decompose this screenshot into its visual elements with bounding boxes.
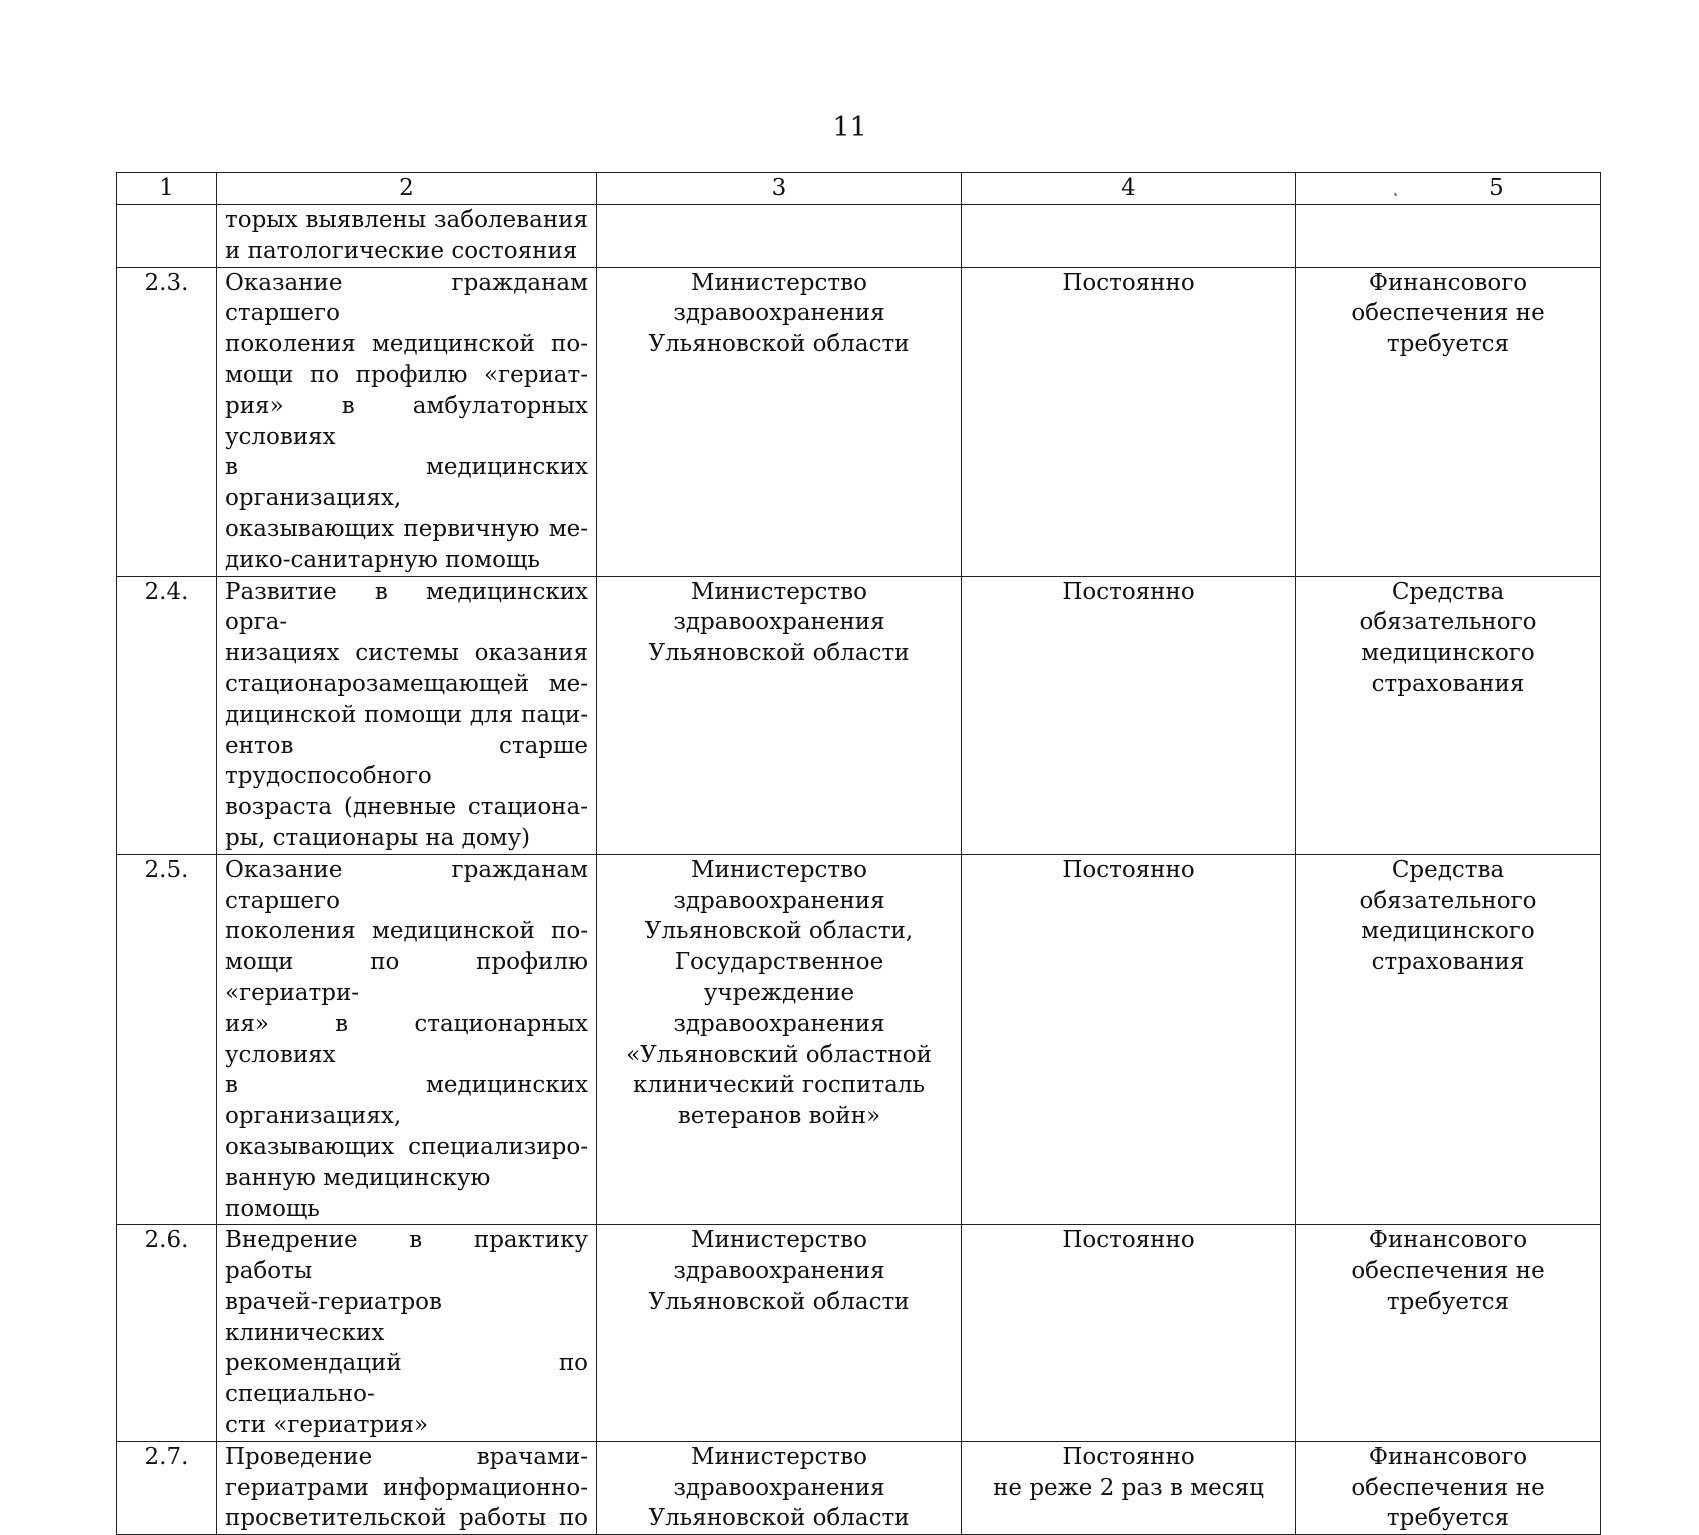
executor-line: Министерство	[691, 1227, 867, 1254]
header-col-4: 4	[962, 173, 1296, 205]
measure-description-line: возраста (дневные стациона-	[225, 794, 588, 821]
measure-description-cell	[217, 267, 597, 576]
measure-description-cell	[217, 576, 597, 854]
measure-description-line: оказывающих первичную ме-	[225, 515, 588, 542]
measure-description-line: ванную медицинскую помощь	[225, 1164, 491, 1222]
funding-source-cell	[1296, 1441, 1601, 1534]
executor-line: «Ульяновский областной	[626, 1041, 932, 1068]
period-line: Постоянно	[1062, 269, 1195, 296]
executor-line: Министерство	[691, 269, 867, 296]
row-number-cell	[117, 205, 217, 268]
period-cell	[962, 854, 1296, 1225]
table-row	[117, 576, 1601, 854]
measure-description-line: дицинской помощи для паци-	[225, 701, 588, 728]
measure-description-line: ия» в стационарных условиях	[225, 1010, 588, 1068]
measure-description-line: Оказание гражданам старшего	[225, 856, 588, 914]
row-number-cell: 2.6.	[117, 1225, 217, 1442]
measure-description-line: ры, стационары на дому)	[225, 824, 531, 851]
measure-description-line: рия» в амбулаторных условиях	[225, 392, 588, 450]
funding-source-line: обеспечения не требуется	[1351, 1474, 1545, 1532]
table-row	[117, 854, 1601, 1225]
funding-source-line: Средства обязательного	[1359, 856, 1537, 914]
period-cell	[962, 576, 1296, 854]
executor-line: Ульяновской области	[648, 331, 910, 358]
measure-description-line: гериатрами информационно-	[225, 1474, 588, 1501]
table-row	[117, 1225, 1601, 1442]
measure-description-cell	[217, 854, 597, 1225]
executor-line: Министерство	[691, 578, 867, 605]
executor-line: Ульяновской области,	[644, 918, 914, 945]
executor-line: здравоохранения	[673, 1010, 885, 1037]
executor-line: ветеранов войн»	[677, 1103, 881, 1130]
period-cell	[962, 1441, 1296, 1534]
period-line: Постоянно	[1062, 578, 1195, 605]
measure-description-line: мощи по профилю «гериат-	[225, 361, 588, 388]
measure-description-line: низациях системы оказания	[225, 640, 588, 667]
funding-source-line: обеспечения не требуется	[1351, 300, 1545, 358]
measure-description-cell	[217, 205, 597, 268]
executor-line: здравоохранения	[673, 609, 885, 636]
period-line: Постоянно	[1062, 1227, 1195, 1254]
header-col-5-label: 5	[1489, 175, 1504, 201]
measure-description-line: поколения медицинской по-	[225, 331, 588, 358]
period-cell	[962, 205, 1296, 268]
measure-description-line: ентов старше трудоспособного	[225, 732, 588, 790]
funding-source-line: обеспечения не требуется	[1351, 1258, 1545, 1315]
measure-description-line: дико-санитарную помощь	[225, 546, 540, 573]
executor-cell	[597, 854, 962, 1225]
measure-description-line: и патологические состояния	[225, 237, 578, 264]
measure-description-line: торых выявлены заболевания	[225, 207, 588, 233]
measure-description-line: просветительской работы по	[225, 1505, 588, 1532]
funding-source-line: медицинского	[1361, 918, 1535, 945]
executor-line: здравоохранения	[673, 1474, 885, 1501]
period-cell	[962, 1225, 1296, 1442]
header-row	[117, 173, 1601, 205]
measure-description-line: Внедрение в практику работы	[225, 1227, 588, 1285]
funding-source-cell	[1296, 205, 1601, 268]
funding-source-line: Финансового	[1368, 1227, 1528, 1254]
executor-cell	[597, 1225, 962, 1442]
funding-source-cell	[1296, 267, 1601, 576]
period-line: Постоянно	[1062, 856, 1195, 883]
measure-description-line: сти «гериатрия»	[225, 1412, 429, 1439]
funding-source-line: Средства обязательного	[1359, 578, 1537, 636]
measure-description-line: Оказание гражданам старшего	[225, 269, 588, 327]
measure-description-cell	[217, 1225, 597, 1442]
table-body	[117, 173, 1601, 1535]
row-number-cell: 2.3.	[117, 267, 217, 576]
measure-description-line: рекомендаций по специально-	[225, 1350, 588, 1408]
executor-line: Министерство	[691, 1443, 867, 1470]
measure-description-line: поколения медицинской по-	[225, 918, 588, 945]
funding-source-line: Финансового	[1368, 1443, 1528, 1470]
row-number-cell: 2.5.	[117, 854, 217, 1225]
header-col-3: 3	[597, 173, 962, 205]
funding-source-cell	[1296, 1225, 1601, 1442]
funding-source-line: Финансового	[1368, 269, 1528, 296]
executor-line: Ульяновской области	[648, 640, 910, 667]
measure-description-line: Развитие в медицинских орга-	[225, 578, 588, 636]
funding-source-cell	[1296, 854, 1601, 1225]
header-col-5	[1296, 173, 1601, 205]
measure-description-line: врачей-гериатров клинических	[225, 1288, 442, 1346]
funding-source-line: страхования	[1371, 949, 1525, 976]
executor-line: Министерство	[691, 856, 867, 883]
measure-description-line: в медицинских организациях,	[225, 1072, 588, 1130]
measure-description-line: оказывающих специализиро-	[225, 1133, 588, 1160]
executor-line: Ульяновской области	[648, 1505, 910, 1532]
executor-cell	[597, 1441, 962, 1534]
executor-line: Ульяновской области	[648, 1288, 910, 1315]
executor-cell	[597, 267, 962, 576]
table-row	[117, 1441, 1601, 1534]
executor-line: здравоохранения	[673, 887, 885, 914]
measure-description-cell	[217, 1441, 597, 1534]
header-col-2: 2	[217, 173, 597, 205]
executor-line: здравоохранения	[673, 300, 885, 327]
measures-table	[116, 172, 1601, 1535]
executor-line: клинический госпиталь	[632, 1072, 926, 1099]
measure-description-line: в медицинских организациях,	[225, 454, 588, 512]
funding-source-cell	[1296, 576, 1601, 854]
period-cell	[962, 267, 1296, 576]
funding-source-line: медицинского	[1361, 640, 1535, 667]
page-number: 11	[832, 112, 867, 143]
scan-mark: ˛	[1392, 181, 1400, 197]
executor-cell	[597, 205, 962, 268]
measure-description-line: стационарозамещающей ме-	[225, 670, 588, 697]
measure-description-line: мощи по профилю «гериатри-	[225, 949, 588, 1006]
executor-line: Государственное учреждение	[674, 949, 884, 1006]
measure-description-line: Проведение врачами-	[225, 1443, 588, 1470]
executor-cell	[597, 576, 962, 854]
row-number-cell: 2.7.	[117, 1441, 217, 1534]
header-col-1: 1	[117, 173, 217, 205]
table-row	[117, 205, 1601, 268]
row-number-cell: 2.4.	[117, 576, 217, 854]
funding-source-line: страхования	[1371, 670, 1525, 697]
period-line: не реже 2 раз в месяц	[993, 1474, 1264, 1501]
table-row	[117, 267, 1601, 576]
period-line: Постоянно	[1062, 1443, 1195, 1470]
executor-line: здравоохранения	[673, 1258, 885, 1285]
